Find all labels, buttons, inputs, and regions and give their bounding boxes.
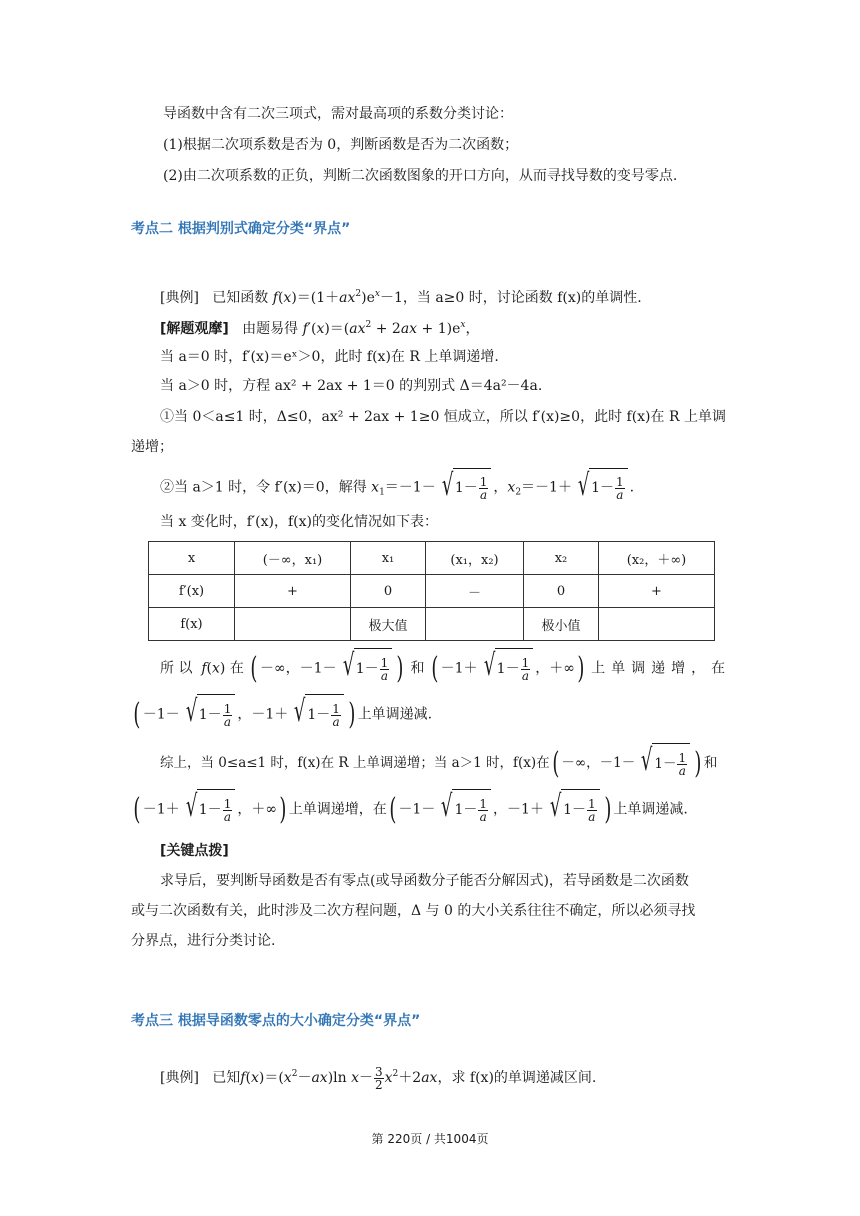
conclusion-line-2: ( －1－ √ 1－ $\frac{1}{a}$ ，－1＋ √ 1－ $\frac{1}{a}$ ) 上单调递减. — [131, 694, 432, 735]
table-row-function — [149, 608, 715, 641]
case-a-zero: 当 a＝0 时，f′(x)＝eˣ＞0，此时 f(x)在 R 上单调递增. — [160, 349, 499, 365]
example-formula: $f(x)=(1+ax^2)e^x-1$ — [272, 289, 403, 306]
table-cell — [599, 608, 715, 641]
table-cell: x₂ — [524, 542, 599, 575]
table-cell: f(x) — [149, 608, 235, 641]
summary-line-1: 综上，当 0≤a≤1 时，f(x)在 R 上单调递增；当 a＞1 时，f(x)在( －∞，－1－ √ 1－ $\frac{1}{a}$ ) 和 — [160, 743, 717, 784]
table-cell: f′(x) — [149, 575, 235, 608]
conclusion-dec-text: 上单调递减. — [357, 706, 433, 723]
sqrt-expression: √ 1－ $\frac{1}{a}$ — [546, 789, 600, 830]
keypoint-line-2: 或与二次函数有关，此时涉及二次方程问题，Δ 与 0 的大小关系往往不确定，所以必须寻找 — [131, 903, 696, 919]
sqrt-expression: √ 1－ $\frac{1}{a}$ — [290, 694, 344, 735]
table-intro: 当 x 变化时，f′(x)，f(x)的变化情况如下表： — [160, 514, 438, 530]
conclusion-line-1: 所 以 f(x) 在 ( －∞，－1－ √ 1－ $\frac{1}{a}$ ) 和 ( －1＋ √ 1－ $\frac{1}{a}$ ，＋∞) 上单调递增，在 — [160, 648, 731, 689]
sqrt-expression: √ 1－ $\frac{1}{a}$ — [480, 648, 534, 689]
intro-line-2: (1)根据二次项系数是否为 0，判断函数是否为二次函数； — [163, 137, 519, 153]
example-text: 已知 — [212, 1070, 241, 1086]
sqrt-expression: √ 1－ $\frac{1}{a}$ — [437, 789, 491, 830]
analysis-text: 由题易得 — [242, 321, 299, 337]
case-a-le-1-cont: 递增； — [131, 439, 173, 455]
case-a-gt-1-text: ②当 a＞1 时，令 f′(x)＝0，解得 — [160, 479, 367, 496]
summary-and: 和 — [703, 755, 718, 771]
keypoint-line-3: 分界点，进行分类讨论. — [131, 933, 276, 949]
example-3 — [160, 1058, 596, 1098]
keypoint-line-1: 求导后，要判断导函数是否有零点(或导函数分子能否分解因式)，若导函数是二次函数 — [160, 873, 689, 889]
table-cell: x — [149, 542, 235, 575]
table-row-derivative — [149, 575, 715, 608]
section-heading-3: 考点三 根据导函数零点的大小确定分类“界点” — [131, 1013, 421, 1029]
sqrt-expression: √ 1－ $\frac{1}{a}$ — [637, 743, 690, 784]
table-cell: (x₂，＋∞) — [599, 542, 715, 575]
keypoint-tag: [关键点拨] — [160, 843, 229, 859]
page-footer: 第 220页 / 共1004页 — [371, 1132, 489, 1146]
intro-line-3: (2)由二次项系数的正负，判断二次函数图象的开口方向，从而寻找导数的变号零点. — [163, 168, 678, 184]
analysis-tag: [解题观摩] — [160, 321, 229, 337]
table-cell: － — [426, 575, 524, 608]
table-cell: 极大值 — [351, 608, 426, 641]
table-cell: 0 — [351, 575, 426, 608]
example-formula: $f(x)=(x^2-ax)\ln$ x－ $\frac{3}{2}$ $x^2+2ax$ — [240, 1064, 438, 1092]
sqrt-expression: √ 1－ $\frac{1}{a}$ — [574, 468, 628, 507]
case-a-gt-1: ②当 a＞1 时，令 f′(x)＝0，解得 $x_1=-1-$ √ 1－ $\frac{1}{a}$ ，$x_2=-1+$ √ 1－ $\frac{1}{a}$ . — [160, 468, 634, 507]
intro-line-1: 导函数中含有二次三项式，需对最高项的系数分类讨论： — [163, 106, 513, 122]
example-tag: [典例] — [160, 290, 199, 306]
table-header-row — [149, 542, 715, 575]
table-cell: 极小值 — [524, 608, 599, 641]
section-heading-2: 考点二 根据判别式确定分类“界点” — [131, 221, 351, 237]
sqrt-expression: √ 1－ $\frac{1}{a}$ — [182, 789, 236, 830]
summary-text: 综上，当 0≤a≤1 时，f(x)在 R 上单调递增；当 a＞1 时，f(x)在 — [160, 755, 550, 771]
conclusion-inc-text: 上单调递增，在 — [591, 660, 732, 677]
table-cell: 0 — [524, 575, 599, 608]
summary-line-2: ( －1＋ √ 1－ $\frac{1}{a}$ ，＋∞) 上单调递增，在( －1－ √ 1－ $\frac{1}{a}$ ，－1＋ √ 1－ $\frac{1}{a}$ ) 上单调递减. — [131, 789, 688, 830]
example-tail: ，求 f(x)的单调递减区间. — [437, 1070, 597, 1086]
summary-dec: 上单调递减. — [613, 801, 688, 818]
case-a-positive: 当 a＞0 时，方程 ax² + 2ax + 1＝0 的判别式 Δ＝4a²－4a. — [160, 378, 543, 394]
case-a-le-1: ①当 0＜a≤1 时，Δ≤0，ax² + 2ax + 1≥0 恒成立，所以 f′(x)≥0，此时 f(x)在 R 上单调 — [160, 409, 726, 425]
example-2 — [160, 288, 642, 308]
sqrt-expression: √ 1－ $\frac{1}{a}$ — [182, 694, 236, 735]
example-tag: [典例] — [160, 1070, 199, 1086]
table-cell: + — [599, 575, 715, 608]
table-cell: (x₁，x₂) — [426, 542, 524, 575]
derivative-formula: $f'(x)=(ax^2 + 2ax + 1)e^x$， — [302, 320, 480, 337]
table-cell — [235, 608, 351, 641]
sqrt-expression: √ 1－ $\frac{1}{a}$ — [438, 468, 492, 507]
summary-inc: 上单调递增，在 — [288, 801, 387, 818]
variation-table — [148, 541, 715, 641]
table-cell — [426, 608, 524, 641]
table-cell: + — [235, 575, 351, 608]
example-text: 已知函数 — [212, 290, 269, 306]
table-cell: (－∞，x₁) — [235, 542, 351, 575]
table-cell: x₁ — [351, 542, 426, 575]
sqrt-expression: √ 1－ $\frac{1}{a}$ — [339, 648, 393, 689]
example-tail: ，当 a≥0 时，讨论函数 f(x)的单调性. — [402, 290, 642, 306]
analysis-line — [160, 319, 479, 339]
